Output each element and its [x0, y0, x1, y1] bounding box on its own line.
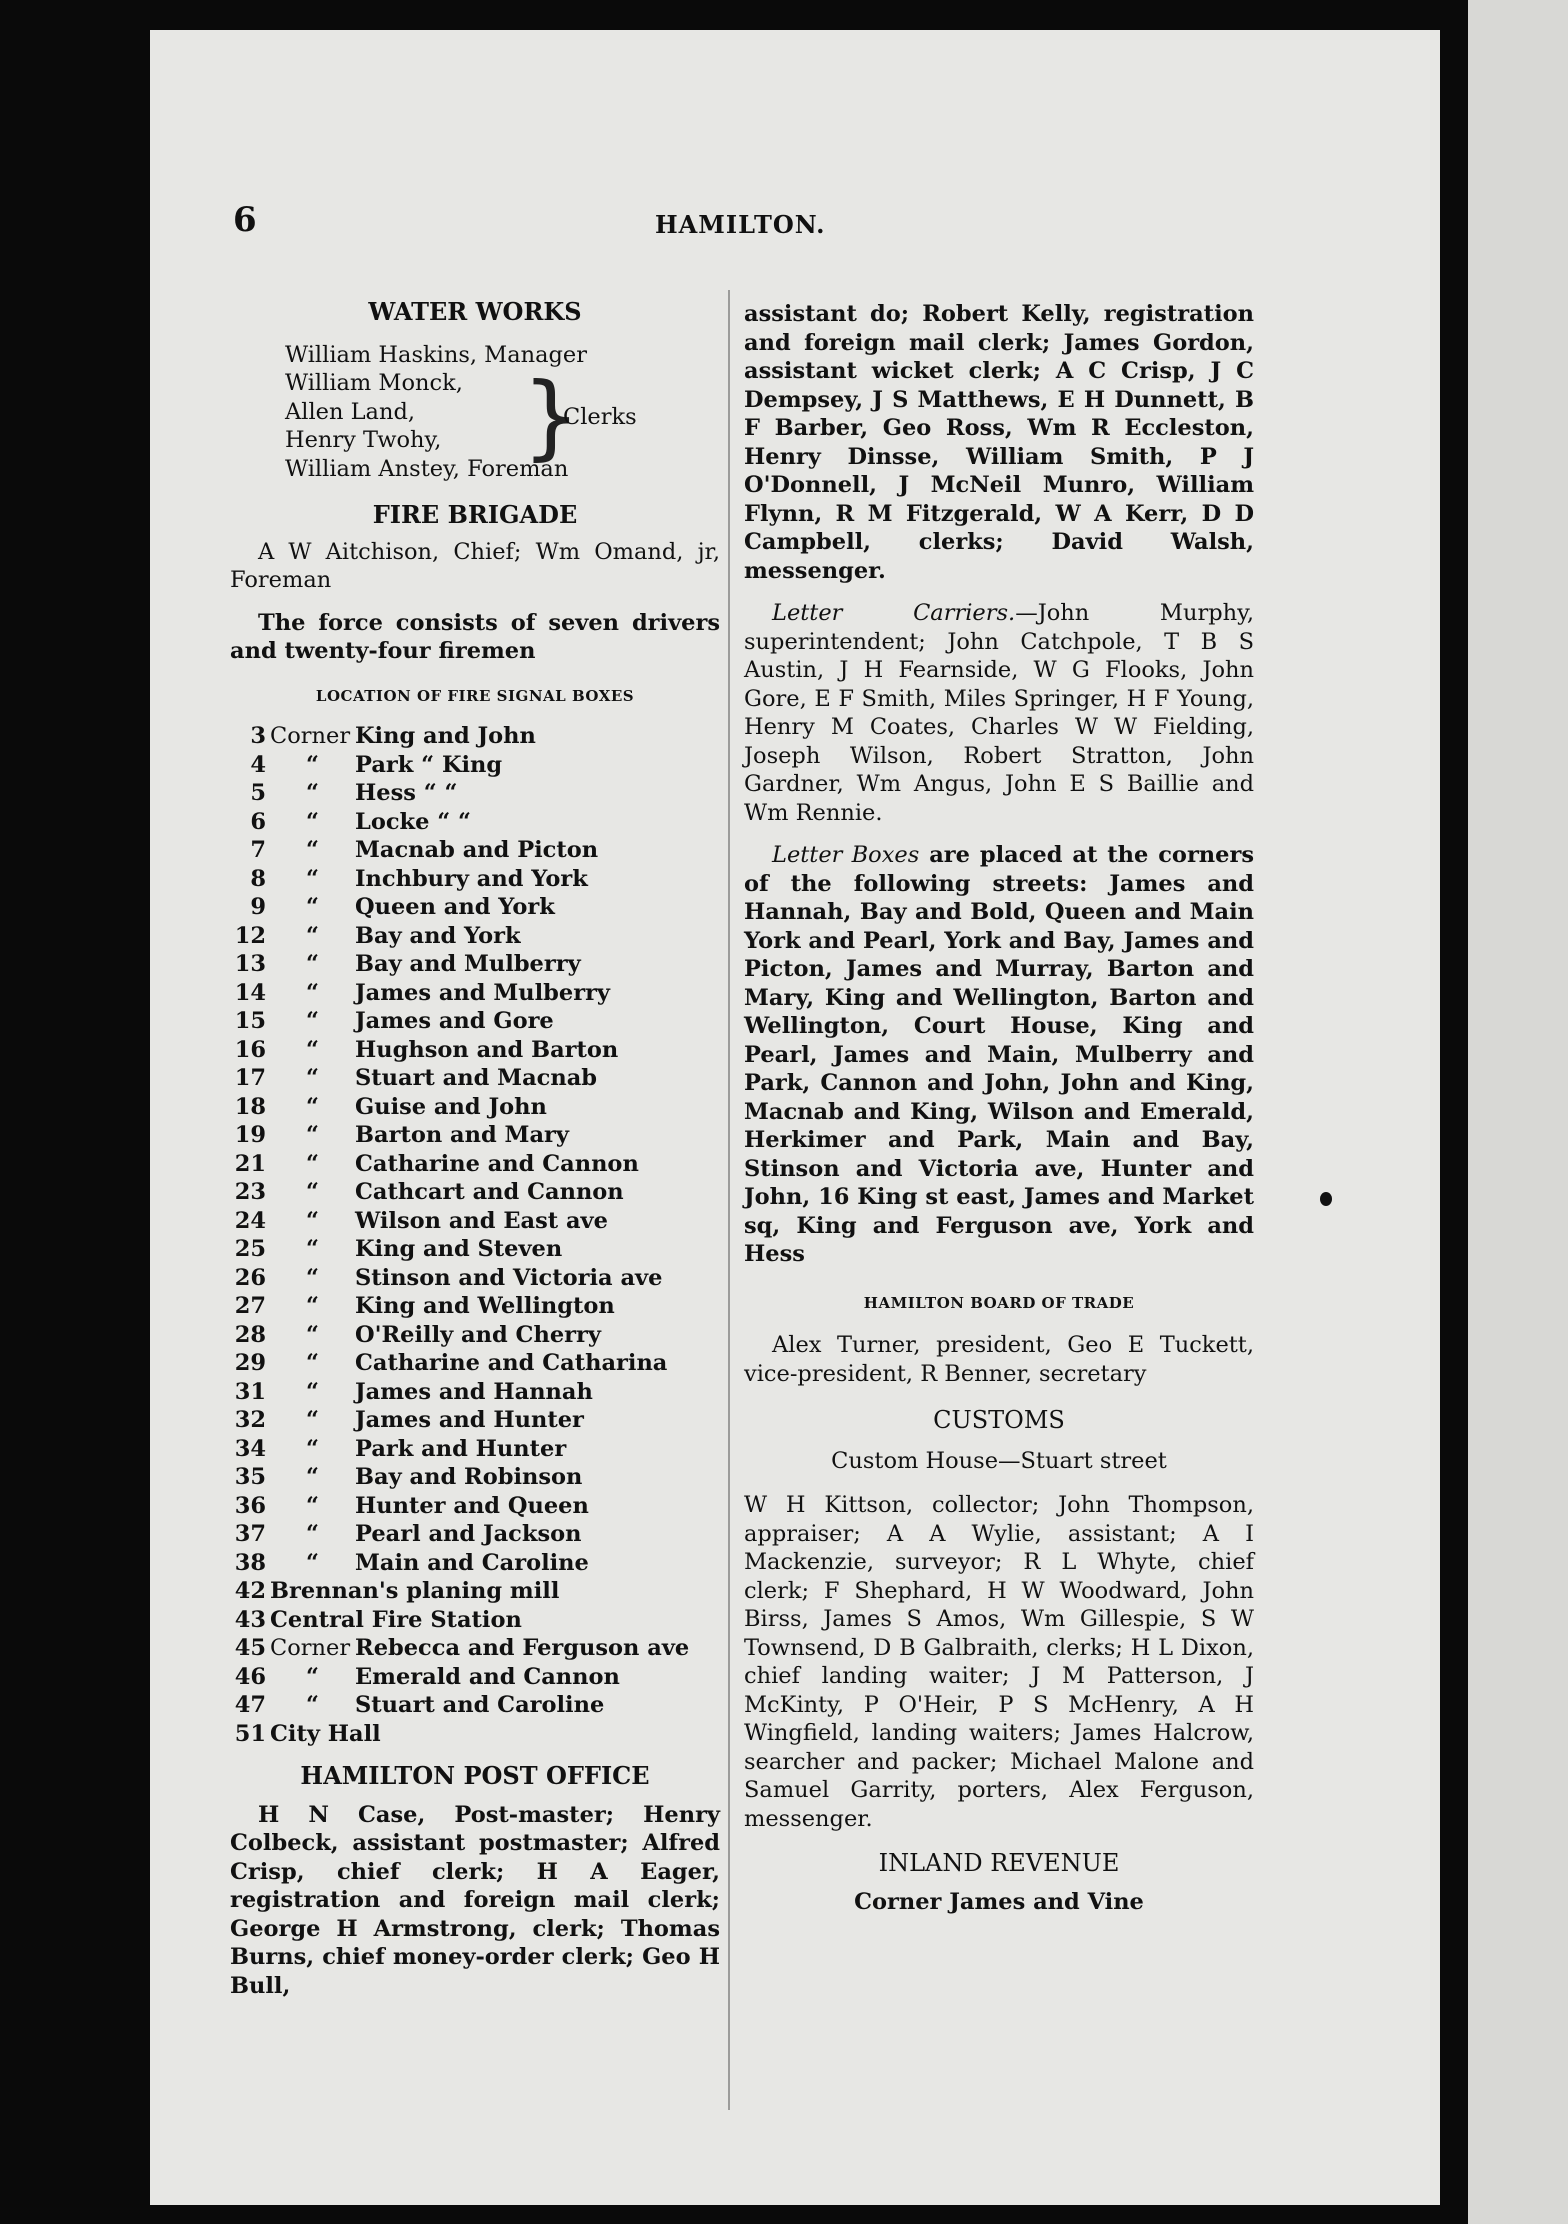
signal-box-row [230, 1577, 720, 1606]
box-number: 35 [234, 1464, 266, 1490]
signal-box-row [230, 1720, 720, 1749]
customs-address: Custom House—Stuart street [831, 1447, 1167, 1474]
box-location: Pearl and Jackson [355, 1521, 582, 1547]
box-location: Bay and Mulberry [355, 951, 581, 977]
box-number: 9 [250, 894, 266, 920]
signal-box-row [230, 751, 720, 780]
box-location: Stuart and Macnab [355, 1065, 598, 1091]
box-location: Wilson and East ave [355, 1207, 608, 1234]
signal-box-row [230, 865, 720, 894]
clerks-label: Clerks [563, 403, 637, 430]
box-location: Park “ King [355, 751, 503, 778]
box-number: 13 [234, 951, 266, 977]
signal-box-row [230, 1207, 720, 1236]
signal-box-row [230, 1093, 720, 1122]
signal-box-row [230, 1264, 720, 1293]
box-corner: “ [306, 1435, 319, 1462]
box-location: James and Mulberry [355, 979, 610, 1006]
box-location: Hunter and Queen [355, 1492, 589, 1519]
box-corner: “ [306, 1350, 319, 1376]
box-number: 16 [234, 1036, 266, 1063]
box-corner: “ [306, 1093, 319, 1120]
fire-brigade-heading: FIRE BRIGADE [372, 500, 578, 529]
box-corner: “ [306, 1150, 319, 1177]
box-number: 21 [234, 1150, 266, 1177]
signal-box-row [230, 1549, 720, 1578]
signal-box-list [230, 722, 720, 1748]
signal-box-row [230, 1406, 720, 1435]
box-number: 18 [234, 1093, 266, 1120]
staff-line: Allen Land, [285, 398, 416, 425]
inland-revenue-address: Corner James and Vine [854, 1888, 1144, 1915]
signal-box-row [230, 808, 720, 837]
box-location: Main and Caroline [355, 1549, 589, 1576]
box-location: Cathcart and Cannon [355, 1179, 624, 1205]
signal-box-row [230, 893, 720, 922]
box-number: 37 [234, 1521, 266, 1547]
signal-box-row [230, 1435, 720, 1464]
staff-line: William Monck, [285, 370, 463, 396]
box-number: 12 [234, 922, 266, 949]
signal-box-row [230, 1007, 720, 1036]
box-corner: “ [306, 1293, 319, 1319]
board-of-trade-text: Alex Turner, president, Geo E Tuckett, vice-president, R Benner, secretary [744, 1332, 1254, 1387]
box-corner: “ [306, 1036, 319, 1063]
box-number: 26 [234, 1264, 266, 1291]
box-location: Rebecca and Ferguson ave [355, 1635, 690, 1661]
post-office-staff-part2: assistant do; Robert Kelly, registration and foreign mail clerk; James Gordon, assistant wicket clerk; A C Crisp, J C Dempsey, J S Matthews, E H Dunnett, B F Barber, Geo Ross, Wm R Eccleston, Henry Dinsse, William Smith, P J O'Donnell, J McNeil Munro, William Flynn, R M Fitzgerald, W A Kerr, D D Campbell, clerks; David Walsh, messenger. [744, 301, 1254, 584]
box-number: 36 [234, 1492, 266, 1519]
box-corner: “ [306, 1122, 319, 1148]
box-corner: “ [306, 1378, 319, 1405]
signal-box-row [230, 1321, 720, 1350]
staff-line: William Anstey, Foreman [285, 455, 569, 482]
signal-box-row [230, 922, 720, 951]
customs-heading: CUSTOMS [933, 1406, 1065, 1434]
box-location: Stuart and Caroline [355, 1692, 605, 1718]
box-location: Park and Hunter [355, 1435, 567, 1462]
box-location: City Hall [270, 1720, 381, 1747]
box-corner: “ [306, 894, 319, 920]
signal-boxes-heading: LOCATION OF FIRE SIGNAL BOXES [315, 686, 635, 705]
letter-boxes-paragraph [744, 841, 1254, 1269]
directory-page [150, 30, 1440, 2205]
box-location: Catharine and Cannon [355, 1150, 639, 1177]
staff-line: Henry Twohy, [285, 427, 442, 453]
letter-carriers-paragraph [744, 599, 1254, 827]
box-corner: “ [306, 837, 319, 863]
box-corner: “ [306, 1464, 319, 1490]
column-divider [728, 290, 730, 2110]
box-location: Inchbury and York [355, 865, 588, 892]
box-corner: “ [306, 1321, 319, 1348]
box-number: 6 [250, 808, 266, 835]
box-corner: “ [306, 808, 319, 835]
board-of-trade-heading: HAMILTON BOARD OF TRADE [863, 1293, 1135, 1312]
box-number: 46 [234, 1663, 266, 1690]
box-location: James and Hunter [355, 1407, 584, 1433]
box-number: 47 [234, 1692, 266, 1718]
box-number: 17 [234, 1065, 266, 1091]
signal-box-row [230, 1349, 720, 1378]
box-number: 34 [234, 1435, 266, 1462]
box-number: 29 [234, 1350, 266, 1376]
inland-revenue-heading: INLAND REVENUE [878, 1849, 1120, 1877]
signal-box-row [230, 1663, 720, 1692]
box-corner: “ [306, 1407, 319, 1433]
box-number: 3 [250, 723, 266, 749]
box-corner: “ [306, 1207, 319, 1234]
box-location: Queen and York [355, 894, 555, 920]
box-number: 14 [234, 979, 266, 1006]
box-location: Guise and John [355, 1093, 547, 1120]
box-number: 38 [234, 1549, 266, 1576]
signal-box-row [230, 1064, 720, 1093]
signal-box-row [230, 836, 720, 865]
box-corner: Corner [270, 1635, 351, 1661]
box-corner: “ [306, 1179, 319, 1205]
box-location: Catharine and Catharina [355, 1350, 668, 1376]
running-header: HAMILTON. [655, 210, 826, 239]
box-number: 5 [250, 780, 266, 806]
box-location: King and Wellington [355, 1293, 615, 1319]
signal-box-row [230, 1492, 720, 1521]
water-works-staff [285, 341, 720, 484]
box-location: Locke “ “ [355, 808, 471, 835]
box-corner: “ [306, 751, 319, 778]
signal-box-row [230, 979, 720, 1008]
box-location: James and Gore [355, 1008, 554, 1034]
box-number: 42 [234, 1578, 266, 1604]
signal-box-row [230, 1121, 720, 1150]
letter-boxes-label: Letter Boxes [772, 842, 920, 868]
signal-box-row [230, 1606, 720, 1635]
signal-box-row [230, 1463, 720, 1492]
signal-box-row [230, 950, 720, 979]
box-location: Barton and Mary [355, 1122, 569, 1148]
signal-box-row [230, 1036, 720, 1065]
box-location: Brennan's planing mill [270, 1578, 560, 1604]
post-office-heading: HAMILTON POST OFFICE [300, 1761, 650, 1790]
box-number: 7 [250, 837, 266, 863]
page-number: 6 [233, 200, 257, 240]
post-office-staff-part1: H N Case, Post-master; Henry Colbeck, assistant postmaster; Alfred Crisp, chief clerk; H A Eager, registration and foreign mail clerk; George H Armstrong, clerk; Thomas Burns, chief money-order clerk; Geo H Bull, [230, 1801, 720, 1999]
box-number: 31 [234, 1378, 266, 1405]
box-number: 4 [250, 751, 266, 778]
letter-carriers-text: —John Murphy, superintendent; John Catchpole, T B S Austin, J H Fearnside, W G Flooks, John Gore, E F Smith, Miles Springer, H F Young, Henry M Coates, Charles W W Fielding, Joseph Wilson, Robert Stratton, John Gardner, Wm Angus, John E S Baillie and Wm Rennie. [744, 600, 1254, 826]
box-location: Stinson and Victoria ave [355, 1264, 663, 1291]
box-location: King and Steven [355, 1236, 563, 1262]
box-number: 25 [234, 1236, 266, 1262]
box-location: James and Hannah [355, 1378, 593, 1405]
signal-box-row [230, 779, 720, 808]
customs-staff: W H Kittson, collector; John Thompson, appraiser; A A Wylie, assistant; A I Mackenzie, surveyor; R L Whyte, chief clerk; F Shephard, H W Woodward, John Birss, James S Amos, Wm Gillespie, S W Townsend, D B Galbraith, clerks; H L Dixon, chief landing waiter; J M Patterson, J McKinty, P O'Heir, P S McHenry, A H Wingfield, landing waiters; James Halcrow, searcher and packer; Michael Malone and Samuel Garrity, porters, Alex Ferguson, messenger. [744, 1492, 1254, 1832]
box-location: Hughson and Barton [355, 1036, 619, 1063]
box-corner: Corner [270, 723, 351, 749]
box-corner: “ [306, 1549, 319, 1576]
box-location: Macnab and Picton [355, 837, 599, 863]
box-corner: “ [306, 1663, 319, 1690]
box-corner: “ [306, 1065, 319, 1091]
letter-boxes-text: are placed at the corners of the following streets: James and Hannah, Bay and Bold, Queen and Main York and Pearl, York and Bay, James and Picton, James and Murray, Barton and Mary, King and Wellington, Barton and Wellington, Court House, King and Pearl, James and Main, Mulberry and Park, Cannon and John, John and King, Macnab and King, Wilson and Emerald, Herkimer and Park, Main and Bay, Stinson and Victoria ave, Hunter and John, 16 King st east, James and Market sq, King and Ferguson ave, York and Hess [744, 842, 1254, 1267]
box-location: Hess “ “ [355, 780, 458, 806]
left-column [230, 298, 720, 2000]
box-corner: “ [306, 979, 319, 1006]
ink-speck [1320, 1192, 1332, 1206]
box-location: King and John [355, 723, 536, 749]
box-corner: “ [306, 865, 319, 892]
box-number: 24 [234, 1207, 266, 1234]
box-corner: “ [306, 1008, 319, 1034]
box-number: 32 [234, 1407, 266, 1433]
box-corner: “ [306, 1492, 319, 1519]
box-number: 43 [234, 1606, 266, 1633]
box-number: 23 [234, 1179, 266, 1205]
box-location: Emerald and Cannon [355, 1663, 620, 1690]
signal-box-row [230, 1235, 720, 1264]
brace-glyph: } [522, 362, 581, 470]
staff-line: William Haskins, Manager [285, 341, 588, 368]
box-corner: “ [306, 780, 319, 806]
box-location: Bay and Robinson [355, 1464, 583, 1490]
box-corner: “ [306, 1264, 319, 1291]
box-corner: “ [306, 922, 319, 949]
box-location: O'Reilly and Cherry [355, 1321, 601, 1348]
signal-box-row [230, 1292, 720, 1321]
signal-box-row [230, 1520, 720, 1549]
box-number: 28 [234, 1321, 266, 1348]
adjacent-page-edge [1468, 0, 1568, 2224]
right-column [744, 300, 1254, 1916]
signal-box-row [230, 1178, 720, 1207]
signal-box-row [230, 1378, 720, 1407]
box-number: 45 [234, 1635, 266, 1661]
box-number: 27 [234, 1293, 266, 1319]
box-number: 15 [234, 1008, 266, 1034]
signal-box-row [230, 1691, 720, 1720]
fire-brigade-force: The force consists of seven drivers and twenty-four firemen [230, 609, 720, 664]
box-corner: “ [306, 1236, 319, 1262]
box-location: Central Fire Station [270, 1606, 522, 1633]
signal-box-row [230, 1150, 720, 1179]
box-number: 19 [234, 1122, 266, 1148]
box-number: 51 [234, 1720, 266, 1747]
fire-brigade-officers: A W Aitchison, Chief; Wm Omand, jr, Foreman [230, 538, 720, 593]
box-location: Bay and York [355, 922, 521, 949]
signal-box-row [230, 722, 720, 751]
box-corner: “ [306, 1692, 319, 1718]
letter-carriers-label: Letter Carriers. [772, 600, 1016, 626]
signal-box-row [230, 1634, 720, 1663]
box-corner: “ [306, 1521, 319, 1547]
water-works-heading: WATER WORKS [368, 297, 582, 326]
box-corner: “ [306, 951, 319, 977]
box-number: 8 [250, 865, 266, 892]
